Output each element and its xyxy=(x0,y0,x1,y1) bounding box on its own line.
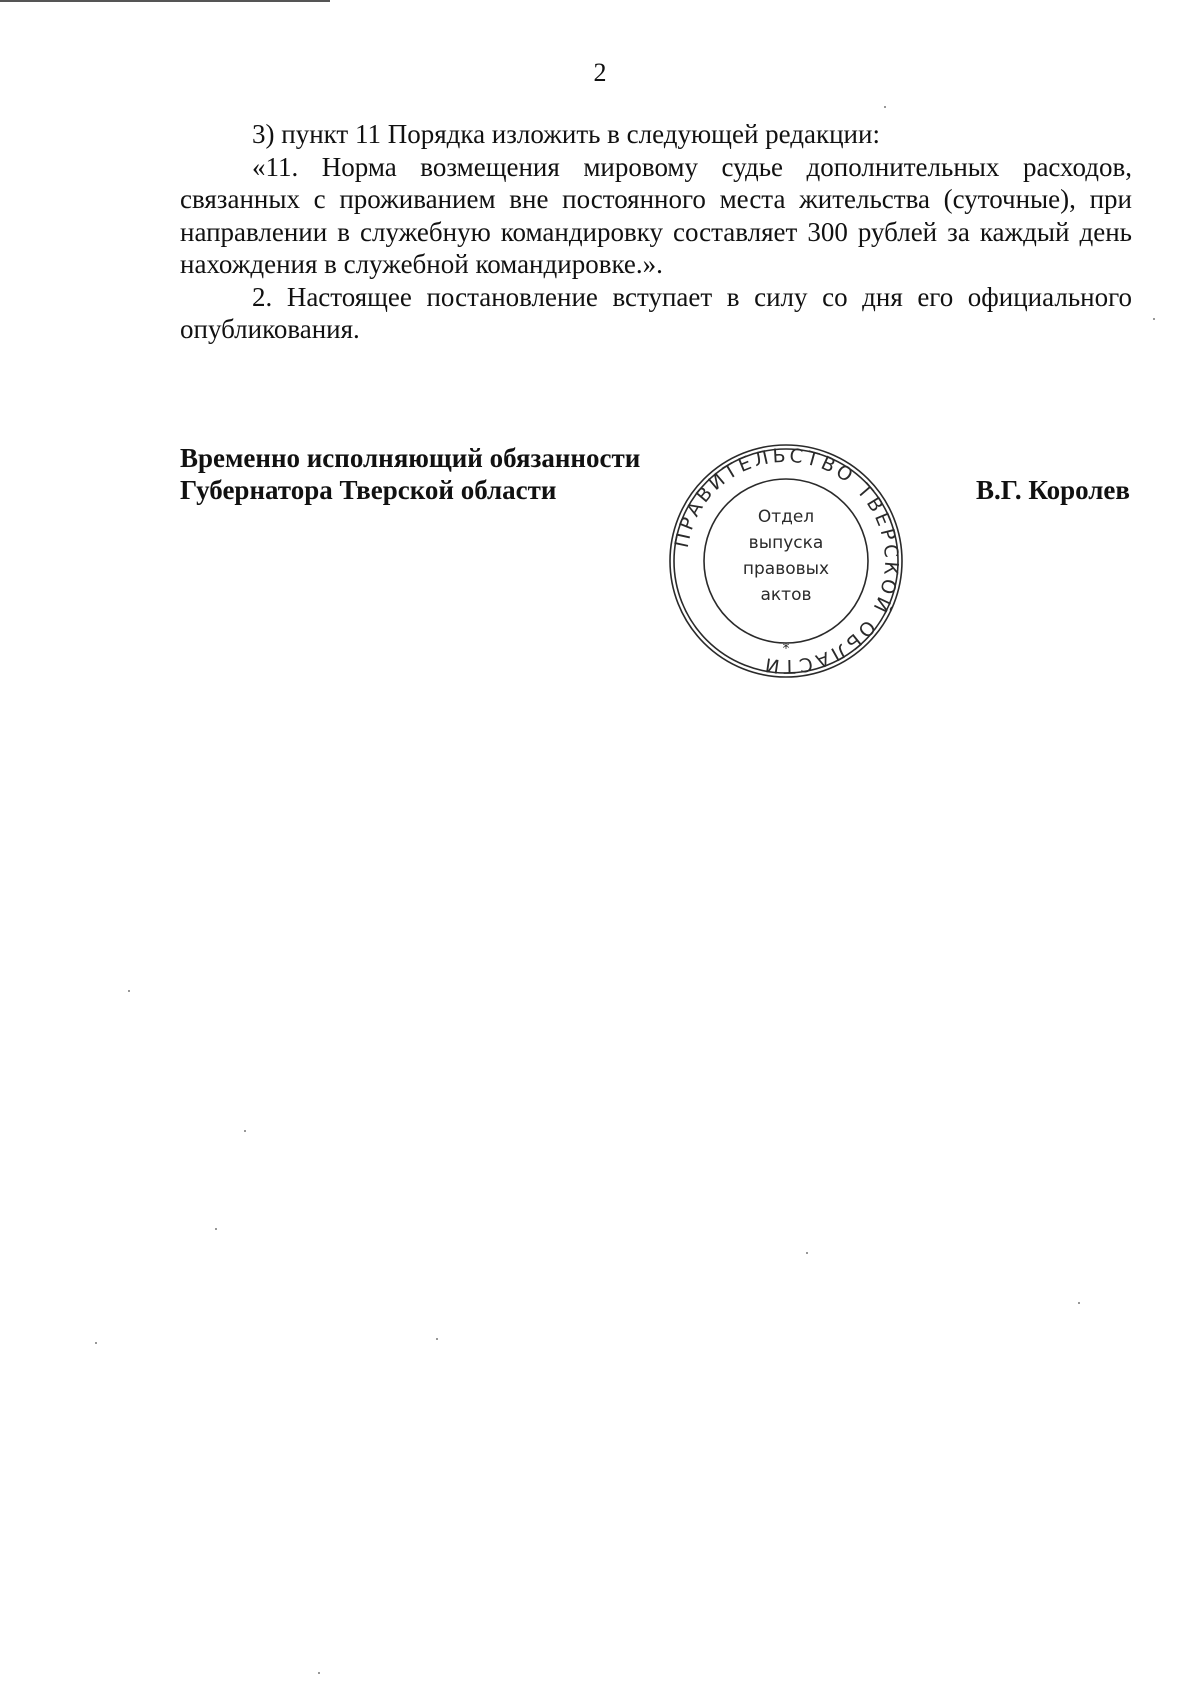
paragraph-amendment-intro: 3) пункт 11 Порядка изложить в следующей редакции: xyxy=(252,119,880,149)
scan-edge-line xyxy=(0,0,330,2)
paragraph-effective-date: 2. Настоящее постановление вступает в силу со дня его официального опубликования. xyxy=(180,281,1132,344)
scan-speck xyxy=(884,106,886,108)
seal-center-line-2: выпуска xyxy=(748,533,824,553)
scan-speck xyxy=(1078,1302,1080,1304)
scan-speck xyxy=(806,1252,808,1254)
signatory-name: В.Г. Королев xyxy=(976,475,1130,505)
scan-speck xyxy=(436,1338,438,1340)
document-body xyxy=(180,118,1132,346)
scan-speck xyxy=(318,1672,320,1674)
seal-graphic xyxy=(668,443,904,679)
scan-speck xyxy=(1153,318,1155,320)
scan-speck xyxy=(244,1130,246,1132)
seal-center-line-1: Отдел xyxy=(757,507,815,527)
scan-speck xyxy=(128,990,130,992)
paragraph-amendment-text: «11. Норма возмещения мировому судье дополнительных расходов, связанных с проживанием вне постоянного места жительства (суточные), при направлении в служебную командировку составляет 300 рублей за каждый день нахождения в служебной командировке.». xyxy=(180,151,1132,279)
scan-speck xyxy=(95,1342,97,1344)
seal-star: * xyxy=(782,641,790,657)
seal-center-line-3: правовых xyxy=(742,559,830,579)
official-seal xyxy=(668,443,904,679)
signatory-position-line2: Губернатора Тверской области xyxy=(180,475,557,505)
seal-center-line-4: актов xyxy=(760,585,812,605)
seal-ring-text-path: ПРАВИТЕЛЬСТВО ТВЕРСКОЙ ОБЛАСТИ xyxy=(670,444,903,678)
scan-speck xyxy=(215,1228,217,1230)
signatory-position-line1: Временно исполняющий обязанности xyxy=(180,443,641,473)
page-number: 2 xyxy=(593,58,607,87)
signatory-position xyxy=(180,442,640,506)
